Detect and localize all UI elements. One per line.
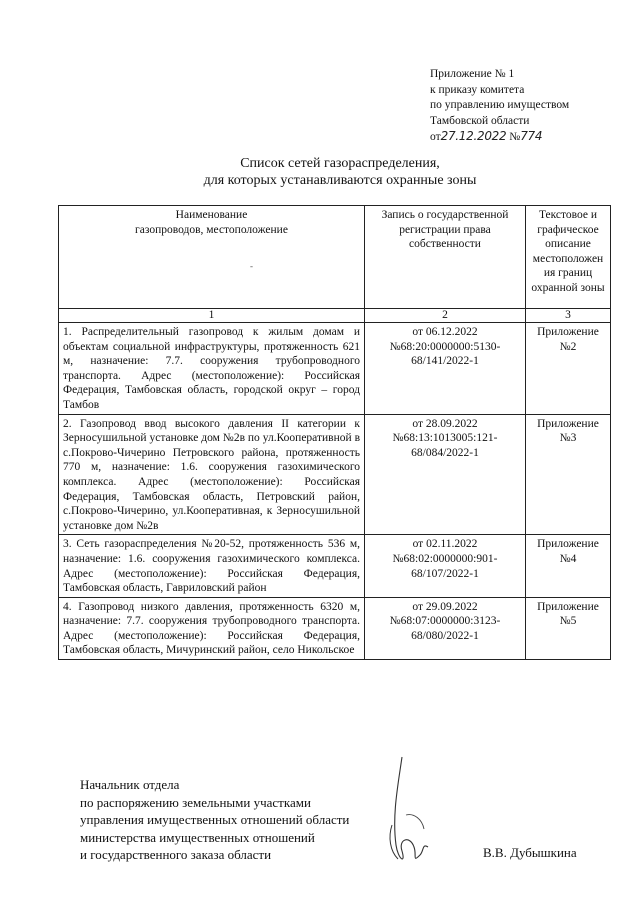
row-4-appendix: Приложение №5 — [526, 597, 611, 659]
header-col1-line2: газопроводов, местоположение — [135, 223, 288, 236]
row-1-reg-date: от 06.12.2022 — [412, 326, 478, 338]
footer-line-1: Начальник отдела — [80, 777, 180, 792]
row-2-name: 2. Газопровод ввод высокого давления II категории к Зерносушильной установке дом №2в по ул.Кооперативной в с.Покрово-Чичерино Петровского района, протяженность 770 м, назначение: 1.6. сооружения газохимического комплекса. Адрес (местоположение): Российская Федерация, Тамбовская область, Петровский район, с.Покрово-Чичерино, ул.Кооперативная, к Зерносушильной установке дом №2в — [59, 414, 365, 535]
appendix-date-line — [430, 129, 630, 146]
row-2-reg-number: №68:13:1013005:121-68/084/2022-1 — [392, 432, 498, 459]
appendix-block — [430, 67, 630, 146]
number-prefix: № — [509, 131, 521, 143]
handwritten-date: 27.12.2022 — [440, 129, 507, 143]
row-3-name: 3. Сеть газораспределения №20-52, протяженность 536 м, назначение: 1.6. сооружения газохимического комплекса. Адрес (местоположение): Российская Федерация, Тамбовская область, Гавриловский район — [59, 535, 365, 597]
row-2-appendix: Приложение №3 — [526, 414, 611, 535]
footer-line-3: управления имущественных отношений области — [80, 812, 350, 827]
column-number-3: 3 — [526, 309, 611, 323]
table-row — [59, 535, 611, 597]
header-name-location — [59, 206, 365, 309]
column-number-2: 2 — [365, 309, 526, 323]
row-4-registration — [365, 597, 526, 659]
header-registration: Запись о государственной регистрации права собственности — [365, 206, 526, 309]
table-row — [59, 323, 611, 415]
signature-block — [80, 776, 349, 864]
title-line-2: для которых устанавливаются охранные зоны — [203, 173, 477, 188]
row-3-appendix: Приложение №4 — [526, 535, 611, 597]
handwritten-number: 774 — [520, 129, 543, 143]
footer-line-5: и государственного заказа области — [80, 847, 272, 862]
row-3-reg-date: от 02.11.2022 — [412, 538, 478, 551]
table-row — [59, 597, 611, 659]
header-col1-line1: Наименование — [175, 209, 248, 221]
document-title — [60, 155, 620, 189]
header-stray-mark: - — [250, 261, 253, 272]
row-1-name: 1. Распределительный газопровод к жилым домам и объектам социальной инфраструктуры, протяженность 621 м, назначение: 7.7. сооружения трубопроводного транспорта. Адрес (местоположение): Российская Федерация, Тамбовская область, городской округ – город Тамбов — [59, 323, 365, 415]
date-prefix: от — [430, 131, 441, 143]
table-row — [59, 414, 611, 535]
appendix-line-4: Тамбовской области — [430, 114, 530, 127]
appendix-line-1: Приложение № 1 — [430, 68, 515, 80]
column-number-row — [59, 309, 611, 323]
row-2-reg-date: от 28.09.2022 — [412, 417, 478, 430]
header-zone-description: Текстовое и графическое описание местоположен ия границ охранной зоны — [526, 206, 611, 309]
title-line-1: Список сетей газораспределения, — [240, 156, 440, 171]
footer-line-4: министерства имущественных отношений — [80, 829, 315, 845]
row-1-appendix: Приложение №2 — [526, 323, 611, 415]
row-4-reg-date: от 29.09.2022 — [412, 600, 478, 613]
row-3-registration — [365, 535, 526, 597]
appendix-line-3: по управлению имуществом — [430, 99, 570, 111]
row-1-reg-number: №68:20:0000000:5130-68/141/2022-1 — [389, 340, 501, 368]
table-header-row — [59, 206, 611, 309]
signer-name: В.В. Дубышкина — [483, 845, 577, 860]
footer-line-2: по распоряжению земельными участками — [80, 794, 311, 810]
gas-network-table — [58, 205, 611, 660]
column-number-1: 1 — [59, 309, 365, 323]
row-4-name: 4. Газопровод низкого давления, протяженность 6320 м, назначение: 7.7. сооружения трубопроводного транспорта. Адрес (местоположение): Российская Федерация, Тамбовская область, Мичуринский район, село Никольское — [59, 597, 365, 659]
row-3-reg-number: №68:02:0000000:901-68/107/2022-1 — [392, 552, 498, 580]
row-1-registration — [365, 323, 526, 415]
handwritten-signature — [362, 755, 442, 875]
appendix-line-2: к приказу комитета — [430, 83, 525, 96]
row-4-reg-number: №68:07:0000000:3123-68/080/2022-1 — [389, 615, 501, 642]
row-2-registration — [365, 414, 526, 535]
